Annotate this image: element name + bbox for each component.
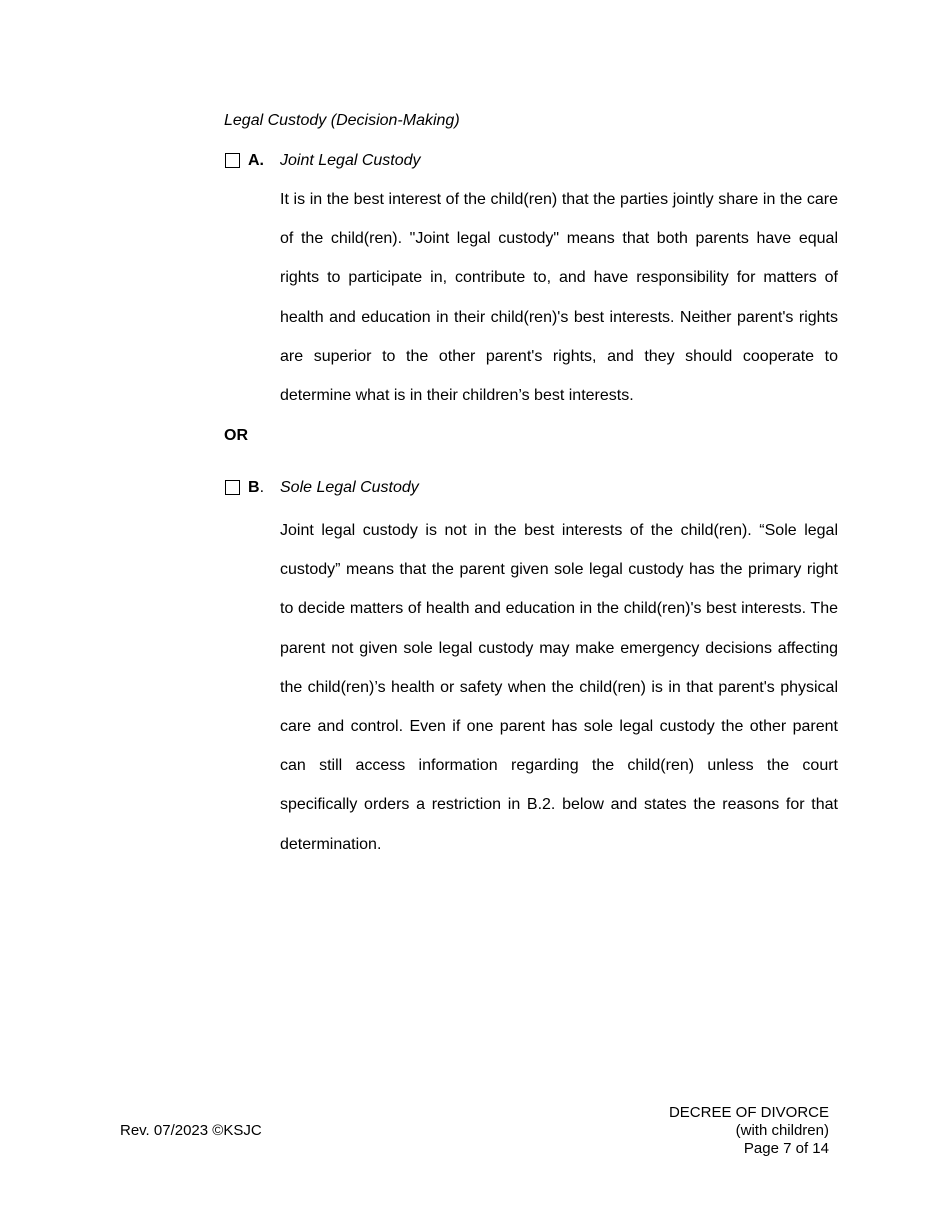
footer-form-subtitle: (with children)	[735, 1122, 829, 1139]
option-a-title: Joint Legal Custody	[280, 152, 421, 169]
section-heading: Legal Custody (Decision-Making)	[224, 112, 460, 129]
option-a-letter: A.	[248, 152, 264, 169]
or-separator: OR	[224, 427, 248, 444]
option-b-letter	[248, 478, 264, 498]
sole-legal-custody-checkbox[interactable]	[225, 480, 240, 495]
option-b-title: Sole Legal Custody	[280, 479, 419, 496]
option-b-letter-text: B	[248, 479, 260, 496]
footer-page-number: Page 7 of 14	[743, 1140, 829, 1157]
footer-form-title: DECREE OF DIVORCE	[668, 1104, 829, 1121]
option-b-letter-suffix: .	[259, 479, 265, 496]
option-b-body: Joint legal custody is not in the best interests of the child(ren). “Sole legal custody” means that the parent given sole legal custody has the primary right to decide matters of health and education in the child(ren)'s best interests. The parent not given sole legal custody may make emergency decisions affecting the child(ren)’s health or safety when the child(ren) is in that parent's physical care and control. Even if one parent has sole legal custody the other parent can still access information regarding the child(ren) unless the court specifically orders a restriction in B.2. below and states the reasons for that determination.	[280, 522, 838, 853]
footer-revision: Rev. 07/2023 ©KSJC	[120, 1122, 262, 1139]
footer-form-info	[669, 1104, 829, 1158]
joint-legal-custody-checkbox[interactable]	[225, 153, 240, 168]
option-a-body: It is in the best interest of the child(ren) that the parties jointly share in the care of the child(ren). "Joint legal custody" means that both parents have equal rights to participate in, contribute to, and have responsibility for matters of health and education in their child(ren)'s best interests. Neither parent's rights are superior to the other parent's rights, and they should cooperate to determine what is in their children’s best interests.	[280, 191, 838, 405]
